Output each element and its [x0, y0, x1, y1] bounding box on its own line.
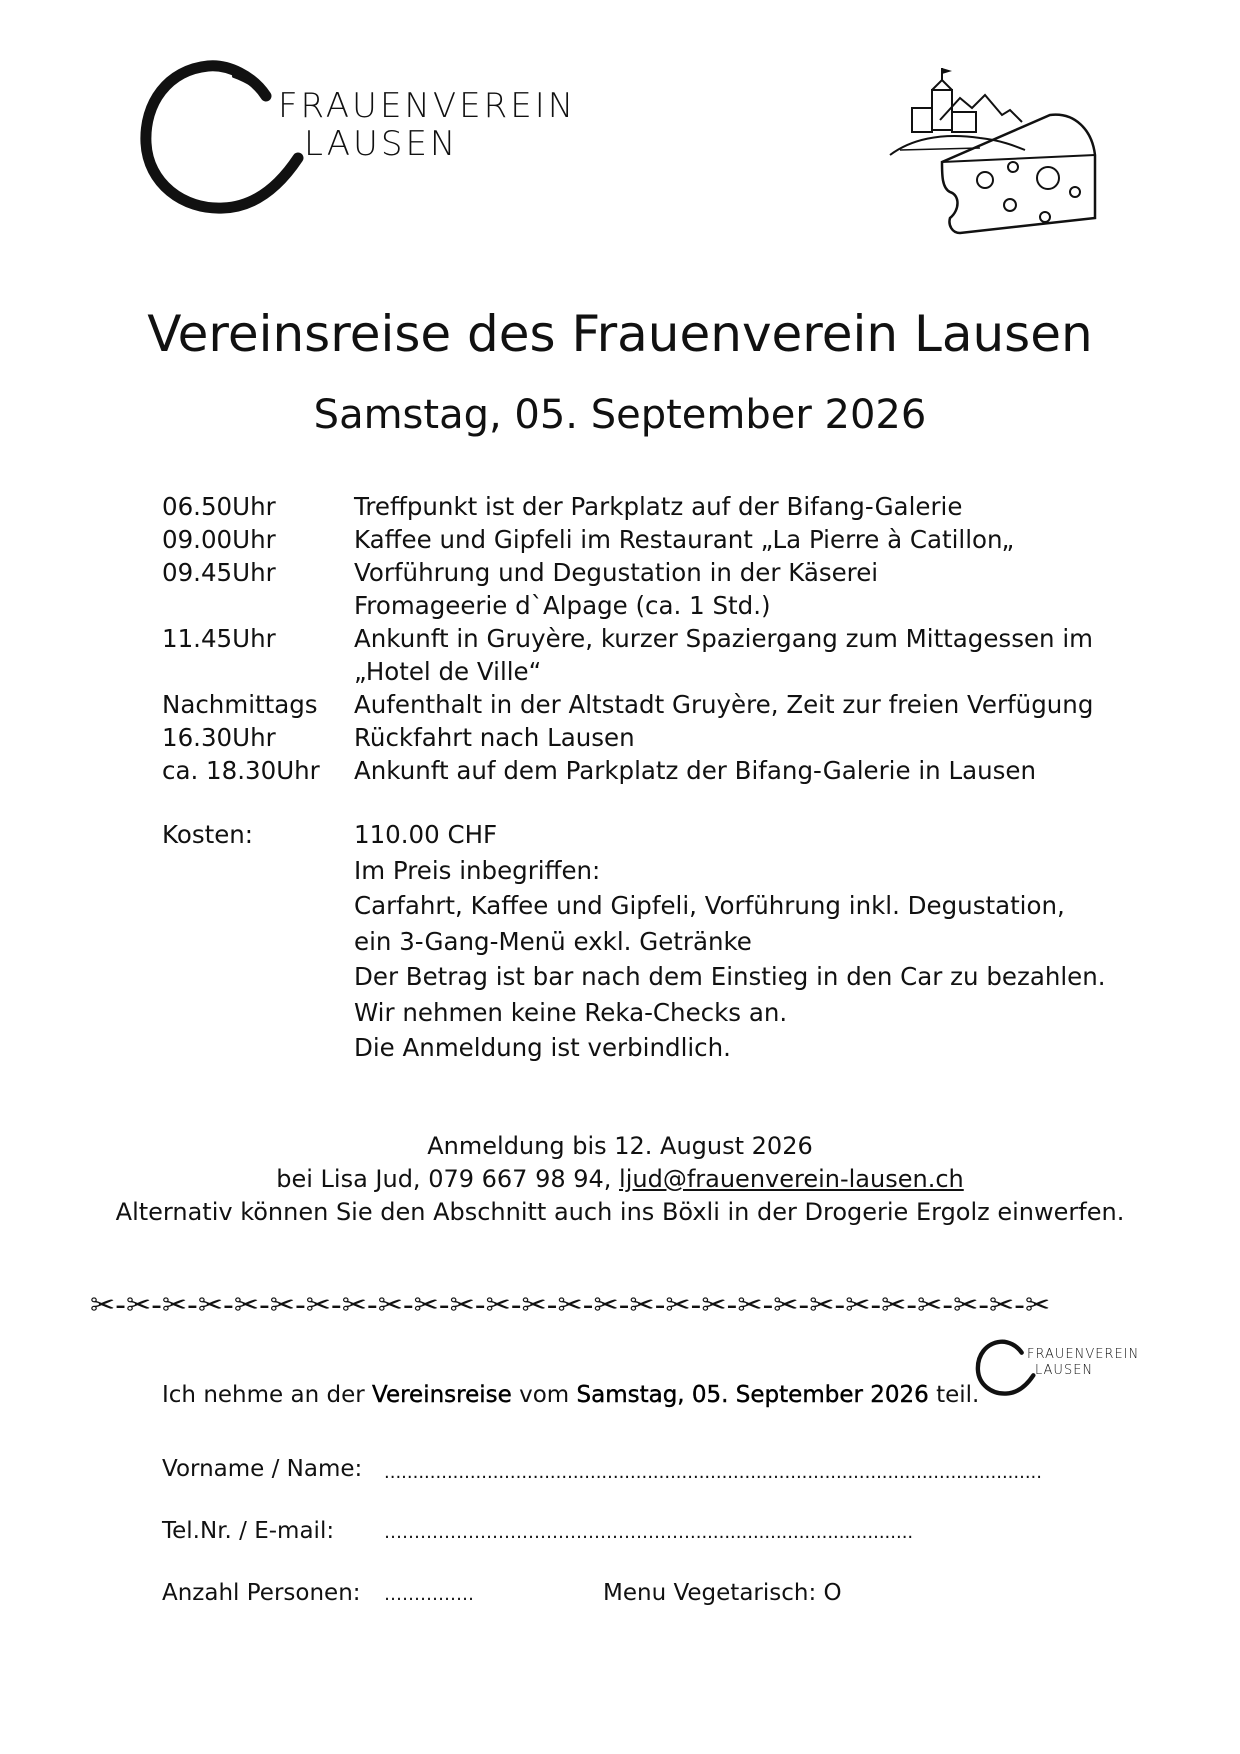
logo-ring-icon — [138, 58, 308, 218]
logo-small — [975, 1335, 1155, 1405]
schedule-time: 11.45Uhr — [162, 624, 276, 653]
schedule — [162, 490, 1093, 787]
persons-label: Anzahl Personen: — [162, 1580, 361, 1606]
schedule-row — [162, 523, 1093, 556]
costs-price: 110.00 CHF — [354, 820, 498, 849]
logo — [138, 58, 578, 218]
castle-cheese-icon — [880, 60, 1110, 240]
logo-line1: FRAUENVEREIN — [278, 86, 577, 126]
contact-label: Tel.Nr. / E-mail: — [162, 1518, 335, 1544]
persons-field[interactable]: …………… — [384, 1584, 474, 1605]
schedule-time: 06.50Uhr — [162, 492, 276, 521]
schedule-text: Treffpunkt ist der Parkplatz auf der Bifang-Galerie — [354, 492, 963, 521]
costs-line: Die Anmeldung ist verbindlich. — [354, 1033, 731, 1062]
schedule-text: Rückfahrt nach Lausen — [354, 723, 635, 752]
schedule-text: Ankunft in Gruyère, kurzer Spaziergang zum Mittagessen im — [354, 624, 1094, 653]
schedule-row — [162, 556, 1093, 589]
logo-line2: LAUSEN — [304, 124, 459, 164]
costs-line: Wir nehmen keine Reka-Checks an. — [354, 997, 788, 1027]
schedule-text: „Hotel de Ville“ — [354, 657, 542, 686]
schedule-time: 09.45Uhr — [162, 558, 276, 587]
schedule-row — [162, 589, 1093, 622]
confirm-text: vom — [511, 1382, 577, 1408]
schedule-time — [162, 589, 354, 622]
costs-line: Der Betrag ist bar nach dem Einstieg in den Car zu bezahlen. — [354, 962, 1106, 991]
email-link[interactable]: ljud@frauenverein-lausen.ch — [619, 1165, 964, 1193]
schedule-time: 09.00Uhr — [162, 525, 276, 554]
page-title: Vereinsreise des Frauenverein Lausen — [147, 305, 1093, 363]
schedule-row — [162, 655, 1093, 688]
name-label: Vorname / Name: — [162, 1456, 363, 1482]
castle-cheese-illustration — [880, 60, 1110, 240]
schedule-row — [162, 754, 1093, 787]
schedule-row — [162, 622, 1093, 655]
registration-alternative: Alternativ können Sie den Abschnitt auch ins Böxli in der Drogerie Ergolz einwerfen. — [115, 1198, 1125, 1226]
schedule-row — [162, 490, 1093, 523]
schedule-time: 16.30Uhr — [162, 723, 276, 752]
logo-small-line2: LAUSEN — [1035, 1363, 1094, 1378]
costs-line: Carfahrt, Kaffee und Gipfeli, Vorführung inkl. Degustation, — [354, 891, 1065, 920]
registration-contact — [0, 1163, 1240, 1196]
confirm-text: teil. — [928, 1382, 980, 1408]
costs-line: ein 3-Gang-Menü exkl. Getränke — [354, 926, 752, 956]
schedule-time: ca. 18.30Uhr — [162, 756, 320, 785]
name-field[interactable]: ................................................................................................................... — [384, 1462, 1042, 1483]
registration-deadline: Anmeldung bis 12. August 2026 — [427, 1132, 813, 1160]
schedule-time — [162, 655, 354, 688]
schedule-text: Vorführung und Degustation in der Käserei — [354, 558, 879, 587]
schedule-text: Ankunft auf dem Parkplatz der Bifang-Galerie in Lausen — [354, 756, 1037, 785]
registration-info — [0, 1130, 1240, 1229]
contact-field[interactable]: ……………………………………………....................................... — [384, 1522, 914, 1543]
costs-label: Kosten: — [162, 820, 254, 849]
schedule-time: Nachmittags — [162, 690, 318, 719]
logo-ring-small-icon — [975, 1335, 1037, 1401]
costs-line: Im Preis inbegriffen: — [354, 855, 601, 885]
schedule-text: Fromageerie d`Alpage (ca. 1 Std.) — [354, 591, 771, 620]
confirm-date: Samstag, 05. September 2026 — [576, 1382, 929, 1408]
event-date: Samstag, 05. September 2026 — [313, 392, 927, 438]
vegetarian-option[interactable]: Menu Vegetarisch: O — [603, 1580, 842, 1606]
schedule-text: Aufenthalt in der Altstadt Gruyère, Zeit zur freien Verfügung — [354, 690, 1094, 719]
schedule-row — [162, 721, 1093, 754]
schedule-text: Kaffee und Gipfeli im Restaurant „La Pierre à Catillon„ — [354, 525, 1015, 554]
confirm-text: Ich nehme an der — [162, 1382, 372, 1408]
costs-section — [162, 817, 1106, 1066]
scissors-cut-line: ✂-✂-✂-✂-✂-✂-✂-✂-✂-✂-✂-✂-✂-✂-✂-✂-✂-✂-✂-✂-✂-✂-✂-✂-✂-✂-✂ — [90, 1288, 1051, 1323]
contact-text: bei Lisa Jud, 079 667 98 94, — [276, 1165, 620, 1193]
logo-small-line1: FRAUENVEREIN — [1027, 1347, 1140, 1362]
confirm-event: Vereinsreise — [372, 1382, 512, 1408]
confirmation-sentence — [162, 1382, 979, 1408]
schedule-row — [162, 688, 1093, 721]
